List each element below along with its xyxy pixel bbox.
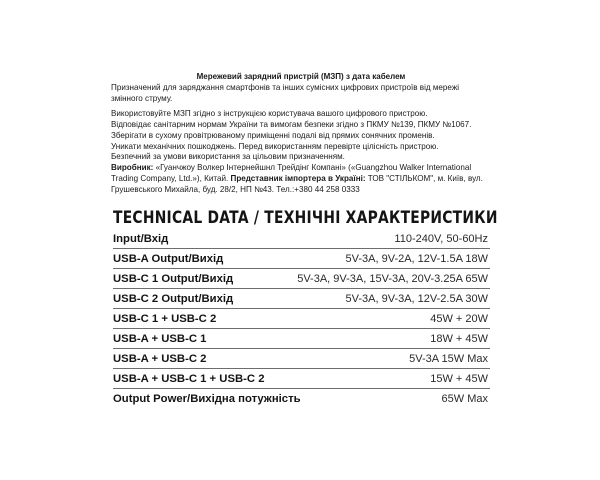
spec-row-a-c1 [113,329,490,349]
spec-value: 5V-3A, 9V-3A, 12V-2.5A 30W [345,292,488,305]
product-title: Мережевий зарядний пристрій (МЗП) з дата кабелем [196,72,406,81]
storage-text: Зберігати в сухому провітрюваному приміщенні подалі від прямих сонячних променів. [111,130,435,140]
technical-data-heading: TECHNICAL DATA / ТЕХНІЧНІ ХАРАКТЕРИСТИКИ [113,208,498,227]
importer-label: Представник імпортера в Україні: [230,174,366,184]
spec-label: USB-C 1 Output/Вихід [113,272,234,285]
spec-row-output-power [113,389,490,408]
importer-details: ТОВ "СТІЛЬКОМ", м. Київ, вул. Грушевського Михайла, буд. 28/2, НП №43. Тел.:+380 44 258 0333 [111,174,483,195]
spec-row-input [113,229,490,249]
spec-label: Output Power/Вихідна потужність [113,392,301,405]
spec-value: 110-240V, 50-60Hz [394,232,488,245]
spec-value: 5V-3A, 9V-2A, 12V-1.5A 18W [345,252,488,265]
spec-row-c1-c2 [113,309,490,329]
spec-value: 65W Max [441,392,488,405]
damage-warning-text: Уникати механічних пошкоджень. Перед використанням перевірте цілісність пристрою. [111,141,439,151]
purpose-text: Призначений для заряджання смартфонів та інших сумісних цифрових пристроїв від мережі змінного струму. [111,83,460,103]
spec-label: USB-A + USB-C 1 [113,332,207,345]
spec-row-a-c1-c2 [113,369,490,389]
spec-value: 18W + 45W [430,332,488,345]
safety-text: Безпечний за умови використання за цільовим призначенням. [111,152,345,162]
spec-table [113,229,490,408]
spec-label: USB-C 2 Output/Вихід [113,292,234,305]
spec-value: 5V-3A 15W Max [409,352,488,365]
compliance-text: Відповідає санітарним нормам України та вимогам безпеки згідно з ПКМУ №139, ПКМУ №1067. [111,119,472,129]
spec-row-usb-c2 [113,289,490,309]
spec-value: 15W + 45W [430,372,488,385]
spec-row-usb-c1 [113,269,490,289]
spec-label: USB-A Output/Вихід [113,252,224,265]
spec-label: Input/Вхід [113,232,169,245]
spec-label: USB-A + USB-C 2 [113,352,207,365]
spec-value: 5V-3A, 9V-3A, 15V-3A, 20V-3.25A 65W [297,272,488,285]
spec-row-a-c2 [113,349,490,369]
manufacturer-details: «Гуанчжоу Волкер Інтернейшнл Трейдінг Компані» («Guangzhou Walker International Trading Company, Ltd.»), Китай. [111,163,472,184]
manufacturer-label: Виробник: [111,163,154,173]
spec-label: USB-A + USB-C 1 + USB-C 2 [113,372,265,385]
spec-row-usb-a [113,249,490,269]
manufacturer-text [111,163,491,196]
spec-label: USB-C 1 + USB-C 2 [113,312,217,325]
usage-text: Використовуйте МЗП згідно з інструкцією користувача вашого цифрового пристрою. [111,108,428,118]
spec-value: 45W + 20W [430,312,488,325]
product-info-block [111,71,491,196]
